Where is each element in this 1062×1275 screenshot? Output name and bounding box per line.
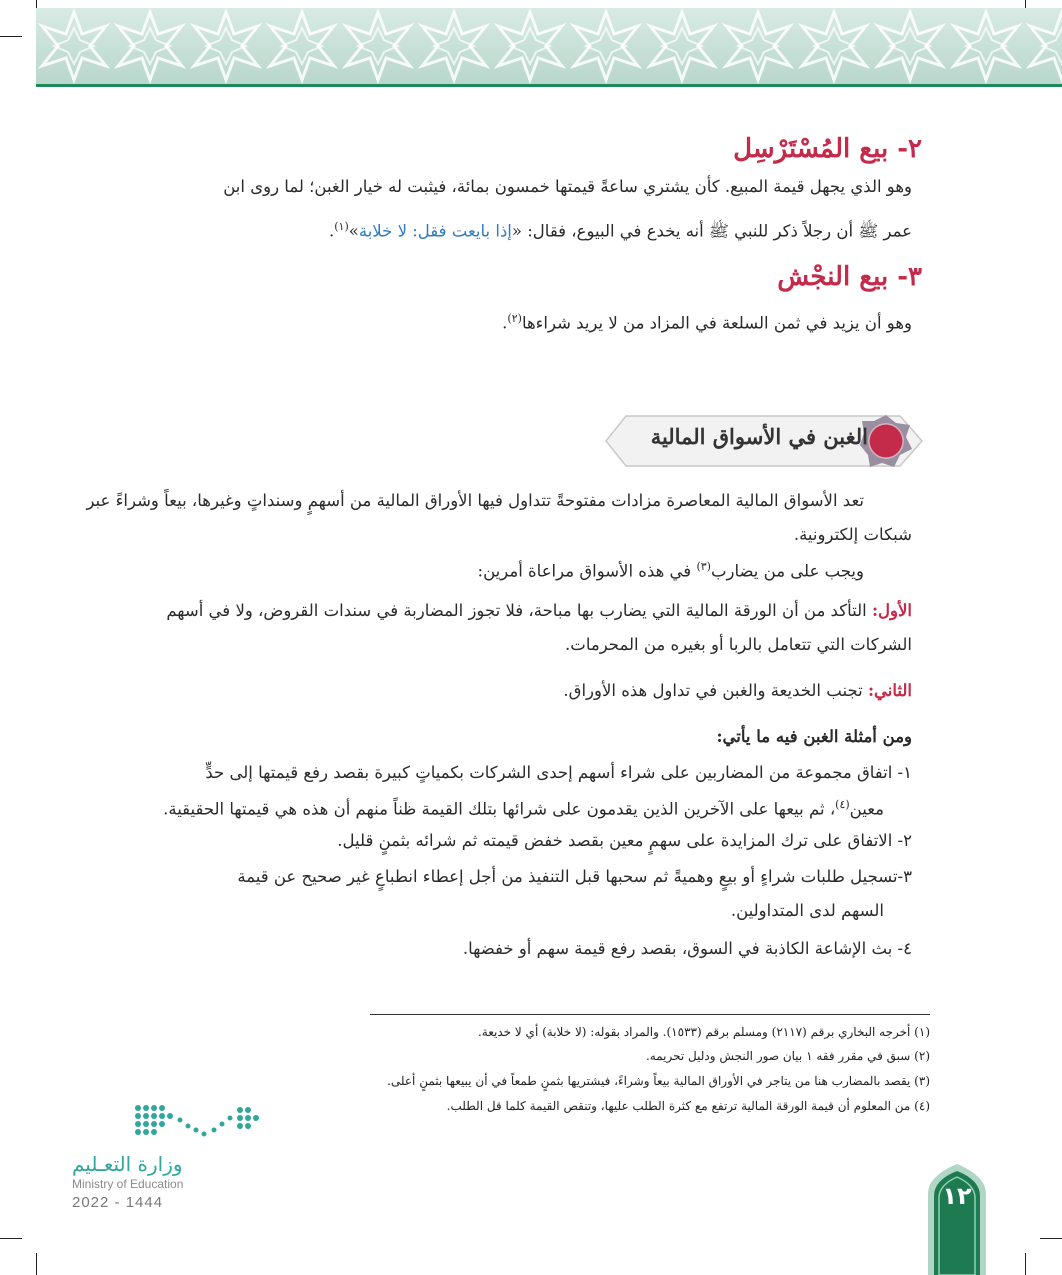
- paragraph-line: وهو الذي يجهل قيمة المبيع. كأن يشتري ساعةً قيمتها خمسون بمائة، فيثبت له خيار الغبن؛ لما روى ابن: [223, 177, 912, 196]
- second-label: الثاني:: [867, 681, 912, 700]
- header-pattern-band: [36, 8, 1062, 84]
- footnote-item: (٣) يقصد بالمضارب هنا من يتاجر في الأوراق المالية بيعاً وشراءً، فيشتريها بثمنٍ طمعاً في أن يبيعها بثمنٍ أعلى.: [387, 1074, 930, 1088]
- section-heading-mustarsil: ٢- بيع المُسْتَرْسِل: [733, 134, 922, 164]
- footnote-ref: (٤): [835, 798, 850, 811]
- page-number: ١٢: [942, 1182, 972, 1210]
- hadith-quote: إذا بايعت فقل: لا خلابة: [358, 221, 512, 241]
- logo-dots-icon: [130, 1100, 320, 1148]
- text-run: معين: [849, 799, 884, 819]
- ministry-logo: [70, 1100, 260, 1220]
- footnote-ref: (٢): [507, 312, 522, 325]
- paragraph-line: [502, 308, 912, 335]
- section-heading-najsh: ٣- بيع النجْش: [777, 262, 922, 292]
- list-item: ٣-تسجيل طلبات شراءٍ أو بيعٍ وهميةً ثم سحبها قبل التنفيذ من أجل إعطاء انطباعٍ غير صحيح عن قيمة: [237, 867, 912, 886]
- logo-arabic-text: وزارة التعـليم: [72, 1152, 183, 1176]
- paragraph-line: الشركات التي تتعامل بالربا أو بغيره من المحرمات.: [565, 635, 912, 654]
- list-item: ٤- بث الإشاعة الكاذبة في السوق، بقصد رفع قيمة سهم أو خفضها.: [462, 939, 912, 958]
- first-label: الأول:: [871, 601, 912, 620]
- footnote-ref: (٣): [696, 560, 711, 573]
- crop-mark: [1025, 1253, 1026, 1275]
- logo-english-text: Ministry of Education: [72, 1177, 184, 1191]
- text-run: .: [328, 221, 335, 241]
- list-item: ٢- الاتفاق على ترك المزايدة على سهمٍ معين بقصد خفض قيمته ثم شرائه بثمنٍ قليل.: [337, 831, 912, 850]
- text-run: التأكد من أن الورقة المالية التي يضارب بها مباحة، فلا تجوز المضاربة في سندات القروض، ولا في أسهم: [166, 601, 867, 620]
- paragraph-line: شبكات إلكترونية.: [793, 525, 912, 544]
- crop-mark: [36, 1253, 37, 1275]
- geometric-star-pattern: [36, 8, 1062, 84]
- text-run: .: [502, 313, 508, 333]
- text-run: ، ثم بيعها على الآخرين الذين يقدمون على شرائها بتلك القيمة ظناً منهم أن هذه هي قيمتها الحقيقية.: [163, 799, 836, 819]
- list-item: السهم لدى المتداولين.: [730, 901, 884, 920]
- paragraph-line: [478, 556, 864, 583]
- section-banner: [600, 412, 930, 470]
- examples-heading: ومن أمثلة الغبن فيه ما يأتي:: [716, 727, 912, 746]
- paragraph-line: [329, 216, 912, 243]
- paragraph-line: [563, 680, 912, 702]
- footnote-item: (١) أخرجه البخاري برقم (٢١١٧) ومسلم برقم (١٥٣٣). والمراد بقوله: (لا خلابة) أي لا خديعة.: [477, 1025, 930, 1039]
- list-item: [163, 794, 884, 821]
- badge-shape: [924, 1160, 990, 1275]
- paragraph-line: [166, 600, 912, 622]
- footnote-item: (٤) من المعلوم أن قيمة الورقة المالية ترتفع مع كثرة الطلب عليها، وتنقص القيمة كلما قل الطلب.: [446, 1099, 930, 1113]
- header-divider: [36, 84, 1062, 87]
- footnote-item: (٢) سبق في مقرر فقه ١ بيان صور النجش ودليل تحريمه.: [645, 1049, 930, 1063]
- footnote-ref: (١): [334, 220, 349, 233]
- crop-mark: [0, 1238, 22, 1239]
- logo-year-text: 2022 - 1444: [72, 1194, 164, 1211]
- text-run: تجنب الخديعة والغبن في تداول هذه الأوراق.: [563, 681, 863, 700]
- page-number-badge: [924, 1160, 990, 1275]
- text-run: عمر ﷺ أن رجلاً ذكر للنبي ﷺ أنه يخدع في البيوع، فقال: «: [511, 221, 912, 241]
- text-run: وهو أن يزيد في ثمن السلعة في المزاد من لا يريد شراءها: [521, 313, 912, 333]
- text-run: »: [348, 221, 359, 241]
- crop-mark: [0, 36, 22, 37]
- text-run: ويجب على من يضارب: [710, 561, 864, 581]
- paragraph-line: تعد الأسواق المالية المعاصرة مزادات مفتوحةً تتداول فيها الأوراق المالية من أسهمٍ وسنداتٍ وغيرها، بيعاً وشراءً عبر: [86, 491, 864, 510]
- crop-mark: [1040, 1238, 1062, 1239]
- list-item: ١- اتفاق مجموعة من المضاربين على شراء أسهم إحدى الشركات بكمياتٍ كبيرة بقصد رفع قيمتها إلى حدٍّ: [205, 763, 912, 782]
- footnote-divider: [370, 1014, 930, 1015]
- banner-title: الغبن في الأسواق المالية: [650, 424, 868, 449]
- text-run: في هذه الأسواق مراعاة أمرين:: [477, 561, 692, 581]
